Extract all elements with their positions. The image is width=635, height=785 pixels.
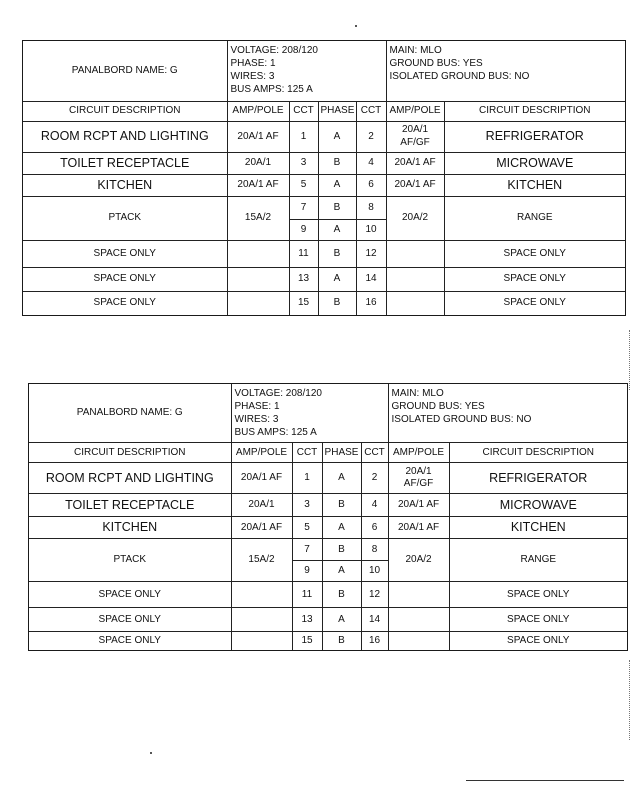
panel-schedule-table — [23, 41, 625, 315]
circuit-row — [29, 632, 627, 651]
circuit-description: KITCHEN — [29, 517, 231, 539]
isolated-ground-bus: ISOLATED GROUND BUS: NO — [389, 71, 530, 82]
amp-pole: 20A/1 AF — [386, 152, 444, 174]
circuit-number: 1 — [289, 121, 318, 152]
phase: A — [322, 608, 361, 632]
bus-specs — [386, 41, 625, 101]
phase: B — [322, 539, 361, 561]
phase-count: PHASE: 1 — [234, 401, 280, 412]
scan-speck — [150, 752, 152, 754]
panel-schedule-2 — [28, 383, 628, 651]
amp-pole: 20A/1 AF/GF — [388, 463, 449, 494]
amp-pole — [231, 608, 292, 632]
col-cct-right: CCT — [356, 101, 386, 121]
amp-pole: 20A/1 AF — [386, 174, 444, 196]
col-phase: PHASE — [322, 443, 361, 463]
main: MAIN: MLO — [391, 388, 444, 399]
amp-pole: 20A/1 AF — [227, 121, 289, 152]
ground-bus: GROUND BUS: YES — [389, 58, 483, 69]
bus-amps: BUS AMPS: 125 A — [234, 427, 317, 438]
column-header-row — [29, 443, 627, 463]
wires: WIRES: 3 — [230, 71, 275, 82]
circuit-number: 5 — [292, 517, 322, 539]
panel-schedule-table — [29, 384, 627, 650]
column-header-row — [23, 101, 625, 121]
amp-pole — [227, 291, 289, 315]
circuit-number: 3 — [289, 152, 318, 174]
phase: A — [318, 121, 356, 152]
circuit-row — [23, 196, 625, 219]
circuit-description: KITCHEN — [449, 517, 627, 539]
circuit-row — [23, 152, 625, 174]
phase-count: PHASE: 1 — [230, 58, 276, 69]
circuit-number: 5 — [289, 174, 318, 196]
circuit-number: 2 — [356, 121, 386, 152]
col-amp-pole-right: AMP/POLE — [386, 101, 444, 121]
phase: B — [318, 152, 356, 174]
circuit-number: 6 — [361, 517, 388, 539]
circuit-number: 2 — [361, 463, 388, 494]
amp-pole — [227, 267, 289, 291]
circuit-description: ROOM RCPT AND LIGHTING — [23, 121, 227, 152]
panel-schedule-1 — [22, 40, 626, 316]
voltage: VOLTAGE: 208/120 — [234, 388, 322, 399]
circuit-number: 9 — [289, 219, 318, 240]
circuit-description: SPACE ONLY — [29, 608, 231, 632]
circuit-description: SPACE ONLY — [449, 632, 627, 651]
scan-edge-line — [466, 780, 624, 781]
circuit-description: MICROWAVE — [449, 494, 627, 517]
circuit-number: 7 — [289, 196, 318, 219]
scan-speck — [355, 25, 357, 27]
amp-pole — [388, 632, 449, 651]
amp-pole — [386, 267, 444, 291]
circuit-row — [23, 291, 625, 315]
circuit-description: SPACE ONLY — [444, 267, 625, 291]
circuit-number: 1 — [292, 463, 322, 494]
col-cct-left: CCT — [292, 443, 322, 463]
col-amp-pole-right: AMP/POLE — [388, 443, 449, 463]
phase: B — [322, 494, 361, 517]
bus-specs — [388, 384, 627, 443]
circuit-number: 7 — [292, 539, 322, 561]
phase: A — [322, 561, 361, 582]
amp-pole — [386, 291, 444, 315]
circuit-row — [29, 608, 627, 632]
circuit-row — [23, 267, 625, 291]
amp-pole: 20A/2 — [386, 196, 444, 240]
electrical-specs — [227, 41, 386, 101]
circuit-number: 11 — [289, 240, 318, 267]
circuit-description: ROOM RCPT AND LIGHTING — [29, 463, 231, 494]
amp-pole: 20A/1 AF — [227, 174, 289, 196]
circuit-number: 8 — [356, 196, 386, 219]
circuit-description: SPACE ONLY — [23, 267, 227, 291]
bus-amps: BUS AMPS: 125 A — [230, 84, 313, 95]
circuit-row — [29, 494, 627, 517]
circuit-description: REFRIGERATOR — [449, 463, 627, 494]
circuit-description: SPACE ONLY — [29, 582, 231, 608]
circuit-row — [29, 582, 627, 608]
circuit-number: 10 — [356, 219, 386, 240]
col-circuit-description-left: CIRCUIT DESCRIPTION — [23, 101, 227, 121]
panelboard-name: PANALBORD NAME: G — [23, 41, 227, 101]
circuit-description: REFRIGERATOR — [444, 121, 625, 152]
phase: B — [322, 582, 361, 608]
circuit-description: SPACE ONLY — [449, 582, 627, 608]
amp-pole — [231, 582, 292, 608]
circuit-row — [29, 539, 627, 561]
col-circuit-description-right: CIRCUIT DESCRIPTION — [449, 443, 627, 463]
phase: A — [318, 219, 356, 240]
amp-pole — [231, 632, 292, 651]
circuit-number: 3 — [292, 494, 322, 517]
circuit-number: 8 — [361, 539, 388, 561]
circuit-number: 12 — [356, 240, 386, 267]
circuit-number: 14 — [356, 267, 386, 291]
circuit-description: KITCHEN — [444, 174, 625, 196]
panel-header-row — [23, 41, 625, 101]
circuit-number: 4 — [356, 152, 386, 174]
amp-pole: 20A/1 AF — [231, 517, 292, 539]
circuit-number: 15 — [292, 632, 322, 651]
circuit-number: 11 — [292, 582, 322, 608]
panel-header-row — [29, 384, 627, 443]
circuit-description: KITCHEN — [23, 174, 227, 196]
scan-edge-mark — [629, 330, 631, 390]
electrical-specs — [231, 384, 388, 443]
amp-pole: 20A/2 — [388, 539, 449, 582]
circuit-description: SPACE ONLY — [444, 240, 625, 267]
circuit-description: SPACE ONLY — [449, 608, 627, 632]
scan-edge-mark — [629, 660, 631, 740]
col-cct-left: CCT — [289, 101, 318, 121]
circuit-description: PTACK — [29, 539, 231, 582]
isolated-ground-bus: ISOLATED GROUND BUS: NO — [391, 414, 532, 425]
col-amp-pole-left: AMP/POLE — [227, 101, 289, 121]
circuit-number: 13 — [289, 267, 318, 291]
circuit-number: 16 — [356, 291, 386, 315]
circuit-number: 16 — [361, 632, 388, 651]
circuit-description: RANGE — [444, 196, 625, 240]
circuit-number: 13 — [292, 608, 322, 632]
circuit-number: 14 — [361, 608, 388, 632]
amp-pole: 20A/1 AF — [388, 517, 449, 539]
amp-pole: 15A/2 — [227, 196, 289, 240]
circuit-description: PTACK — [23, 196, 227, 240]
phase: A — [318, 267, 356, 291]
phase: A — [318, 174, 356, 196]
main: MAIN: MLO — [389, 45, 442, 56]
circuit-description: SPACE ONLY — [23, 240, 227, 267]
circuit-number: 15 — [289, 291, 318, 315]
circuit-description: SPACE ONLY — [29, 632, 231, 651]
circuit-number: 12 — [361, 582, 388, 608]
circuit-number: 9 — [292, 561, 322, 582]
circuit-number: 10 — [361, 561, 388, 582]
col-cct-right: CCT — [361, 443, 388, 463]
amp-pole: 20A/1 AF — [231, 463, 292, 494]
col-circuit-description-left: CIRCUIT DESCRIPTION — [29, 443, 231, 463]
amp-pole: 20A/1 — [231, 494, 292, 517]
phase: B — [318, 196, 356, 219]
amp-pole: 20A/1 AF — [388, 494, 449, 517]
circuit-row — [23, 240, 625, 267]
amp-pole — [386, 240, 444, 267]
circuit-row — [29, 463, 627, 494]
circuit-description: MICROWAVE — [444, 152, 625, 174]
circuit-description: SPACE ONLY — [444, 291, 625, 315]
amp-pole: 20A/1 — [227, 152, 289, 174]
amp-pole: 15A/2 — [231, 539, 292, 582]
circuit-row — [29, 517, 627, 539]
phase: A — [322, 463, 361, 494]
col-circuit-description-right: CIRCUIT DESCRIPTION — [444, 101, 625, 121]
panelboard-name: PANALBORD NAME: G — [29, 384, 231, 443]
circuit-number: 6 — [356, 174, 386, 196]
circuit-description: TOILET RECEPTACLE — [23, 152, 227, 174]
phase: B — [318, 240, 356, 267]
amp-pole — [388, 608, 449, 632]
amp-pole — [227, 240, 289, 267]
col-phase: PHASE — [318, 101, 356, 121]
circuit-description: RANGE — [449, 539, 627, 582]
circuit-row — [23, 121, 625, 152]
phase: A — [322, 517, 361, 539]
ground-bus: GROUND BUS: YES — [391, 401, 485, 412]
amp-pole: 20A/1 AF/GF — [386, 121, 444, 152]
voltage: VOLTAGE: 208/120 — [230, 45, 318, 56]
col-amp-pole-left: AMP/POLE — [231, 443, 292, 463]
circuit-row — [23, 174, 625, 196]
circuit-description: SPACE ONLY — [23, 291, 227, 315]
phase: B — [322, 632, 361, 651]
amp-pole — [388, 582, 449, 608]
wires: WIRES: 3 — [234, 414, 279, 425]
phase: B — [318, 291, 356, 315]
circuit-number: 4 — [361, 494, 388, 517]
circuit-description: TOILET RECEPTACLE — [29, 494, 231, 517]
